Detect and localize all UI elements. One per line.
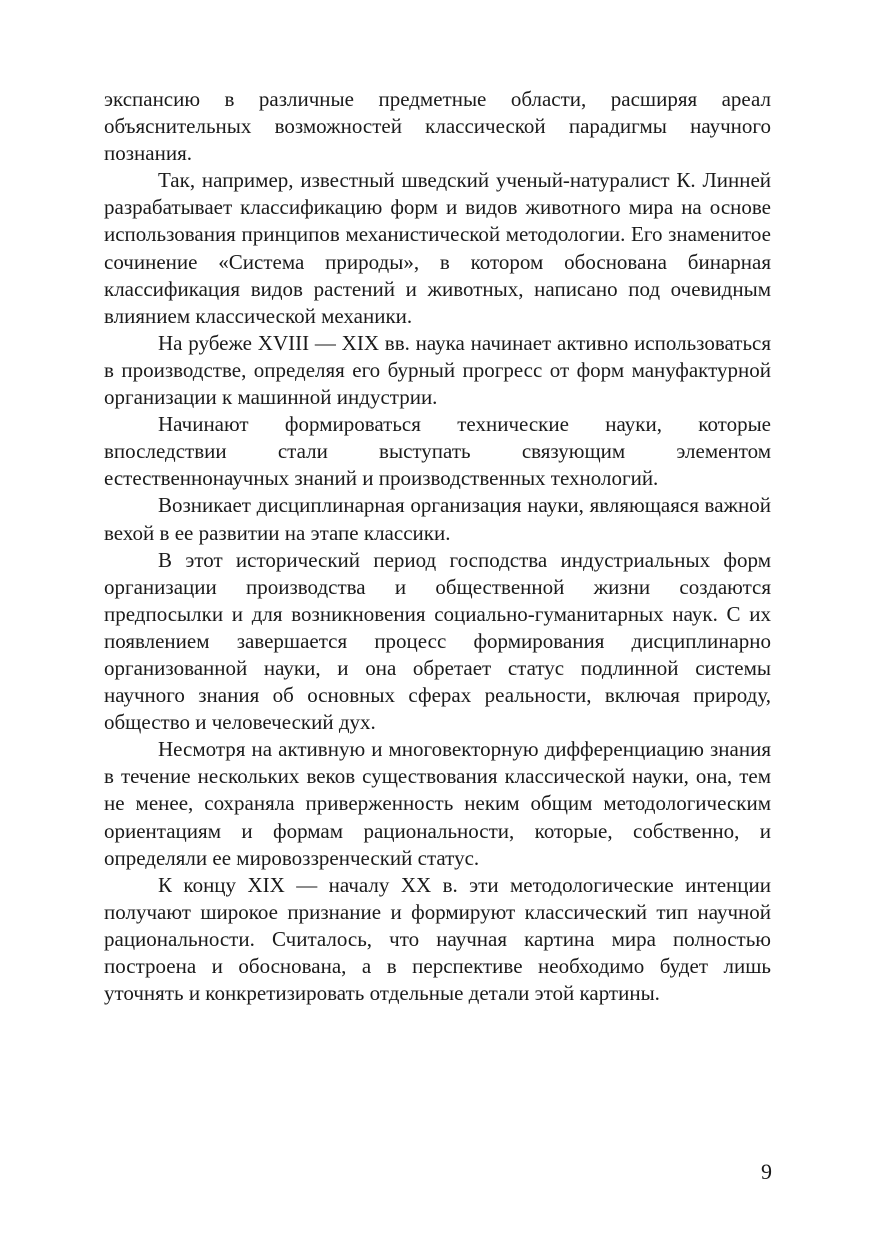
paragraph-technical-sciences: Начинают формироваться технические науки, которые впоследствии стали выступать связующим элементом естественнонаучных знаний и производственных технологий. <box>104 412 771 491</box>
paragraph-differentiation: Несмотря на активную и многовекторную дифференциацию знания в течение нескольких веков существования классической науки, она, тем не менее, сохраняла приверженность неким общим методологическим ориентациям и формам рациональности, которые, собственно, и определяли ее мировоззренческий статус. <box>104 737 771 870</box>
paragraph-industry: На рубеже XVIII — XIX вв. наука начинает активно использоваться в производстве, определяя его бурный прогресс от форм мануфактурной организации к машинной индустрии. <box>104 330 771 410</box>
page-number: 9 <box>761 1159 772 1184</box>
paragraph-linnaeus: Так, например, известный шведский ученый-натуралист К. Линней разрабатывает классификацию форм и видов животного мира на основе использования принципов механистической методологии. Его знаменитое сочинение «Система природы», в котором обоснована бинарная классификация видов растений и животных, написано под очевидным влиянием классической механики. <box>104 168 771 328</box>
paragraph-disciplinary-organization: Возникает дисциплинарная организация науки, являющаяся важной вехой в ее развитии на этапе классики. <box>104 493 771 545</box>
body-text <box>104 86 771 1007</box>
paragraph-continuation: экспансию в различные предметные области, расширяя ареал объяснительных возможностей классической парадигмы научного познания. <box>104 87 771 166</box>
paragraph-classical-rationality: К концу XIX — началу XX в. эти методологические интенции получают широкое признание и формируют классический тип научной рациональности. Считалось, что научная картина мира полностью построена и обоснована, а в перспективе необходимо будет лишь уточнять и конкретизировать отдельные детали этой картины. <box>104 872 771 1006</box>
paragraph-social-sciences: В этот исторический период господства индустриальных форм организации производства и общественной жизни создаются предпосылки и для возникновения социально-гуманитарных наук. С их появлением завершается процесс формирования дисциплинарно организованной науки, и она обретает статус подлинной системы научного знания об основных сферах реальности, включая природу, общество и человеческий дух. <box>104 547 771 735</box>
